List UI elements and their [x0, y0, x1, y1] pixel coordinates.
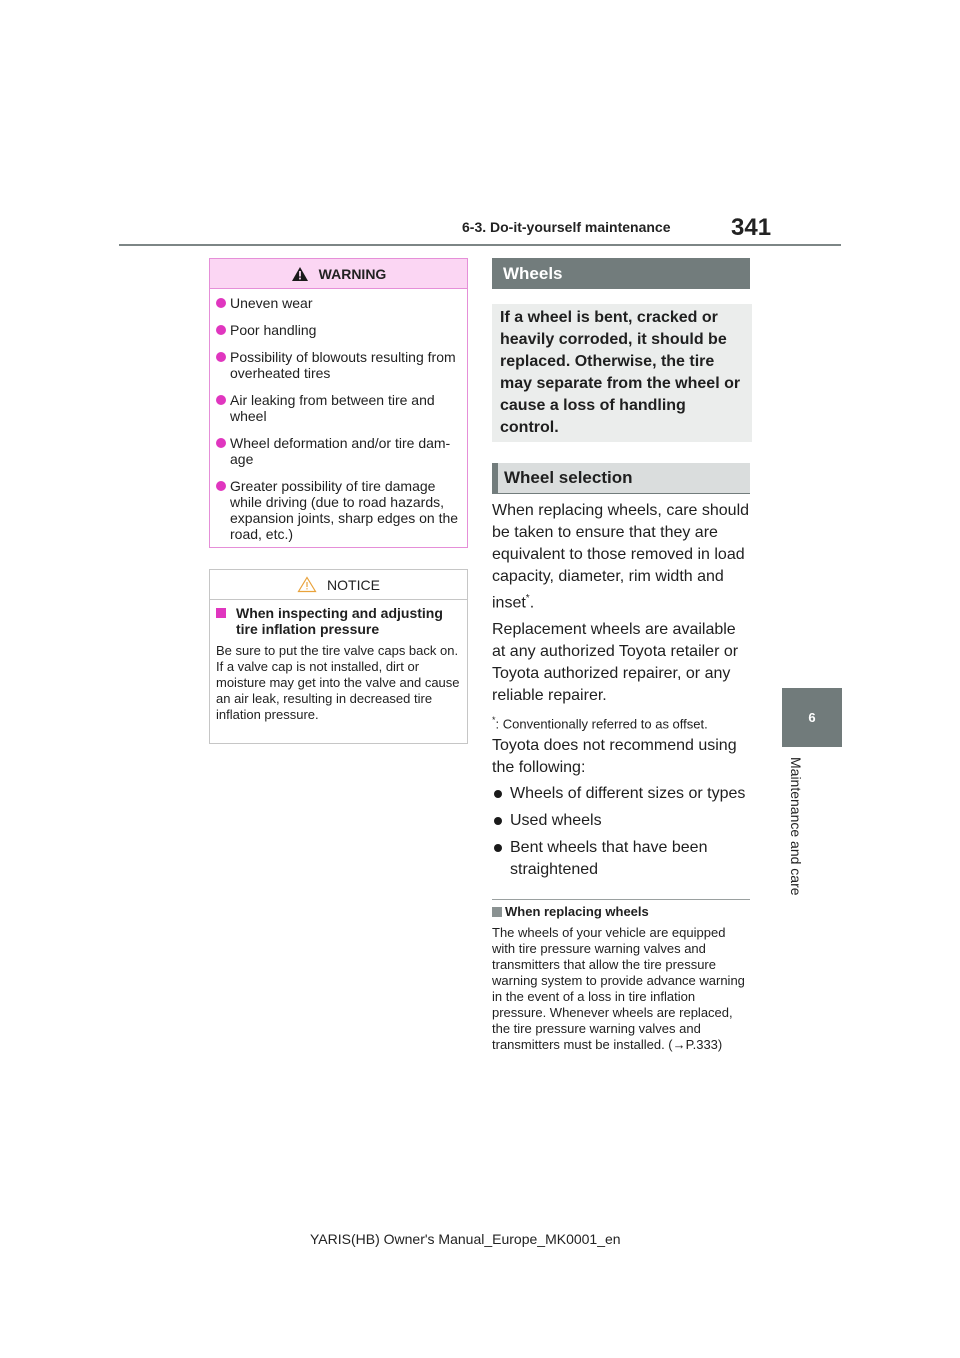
availability-paragraph: Replacement wheels are available at any authorized Toyota retailer or Toyota authorized repairer, or any reliable repairer. — [492, 621, 739, 704]
footnote: *: Conventionally referred to as offset. — [492, 715, 708, 732]
header-divider — [119, 244, 841, 246]
bullet-dot-icon — [494, 844, 502, 852]
warning-item: Uneven wear — [216, 295, 461, 311]
warning-title: WARNING — [318, 265, 387, 282]
warning-item: Greater possibility of tire damage while driving (due to road hazards, expansion joints, sharp edges on the road, etc.) — [216, 478, 461, 542]
chapter-label: Maintenance and care — [788, 757, 804, 896]
bullet-dot-icon — [494, 790, 502, 798]
not-recommended-list — [492, 783, 752, 886]
selection-paragraph: When replacing wheels, care should be taken to ensure that they are equivalent to those removed in load capacity, diameter, rim width and inset*. — [492, 502, 750, 612]
list-item: Used wheels — [492, 810, 752, 832]
replacing-heading: When replacing wheels — [492, 904, 649, 919]
bullet-dot-icon — [216, 481, 226, 491]
warning-icon — [291, 266, 309, 282]
section-title: 6-3. Do-it-yourself maintenance — [462, 219, 671, 235]
wheel-selection-heading: Wheel selection — [492, 463, 750, 494]
caution-icon — [297, 576, 317, 593]
warning-item: Poor handling — [216, 322, 461, 338]
warning-item: Possibility of blowouts resulting from overheated tires — [216, 349, 461, 381]
square-bullet-icon — [216, 608, 226, 618]
bullet-dot-icon — [494, 817, 502, 825]
warning-item: Wheel deformation and/or tire dam-age — [216, 435, 461, 467]
bullet-dot-icon — [216, 352, 226, 362]
warning-header — [210, 259, 467, 289]
wheels-intro: If a wheel is bent, cracked or heavily corroded, it should be replaced. Otherwise, the tire may separate from the wheel or cause a loss of handling control. — [492, 304, 752, 442]
warning-item: Air leaking from between tire and wheel — [216, 392, 461, 424]
wheels-heading: Wheels — [492, 258, 750, 289]
list-item: Wheels of different sizes or types — [492, 783, 752, 805]
notice-box — [209, 569, 468, 744]
list-item: Bent wheels that have been straightened — [492, 837, 752, 881]
replacing-body: The wheels of your vehicle are equipped with tire pressure warning valves and transmitters that allow the tire pressure warning system to provide advance warning in the event of a loss in tire inflation pressure. Whenever wheels are replaced, the tire pressure warning valves and transmitters must be installed. (→P.333) — [492, 925, 745, 1052]
notice-header — [210, 570, 467, 600]
page-number: 341 — [731, 214, 772, 241]
bullet-dot-icon — [216, 395, 226, 405]
notice-subtitle: When inspecting and adjusting tire inflation pressure — [216, 605, 461, 637]
footnote-marker: * — [525, 593, 530, 604]
page-footer: YARIS(HB) Owner's Manual_Europe_MK0001_en — [310, 1231, 621, 1247]
bullet-dot-icon — [216, 438, 226, 448]
notice-body: Be sure to put the tire valve caps back on. If a valve cap is not installed, dirt or moisture may get into the valve and cause an air leak, resulting in decreased tire inflation pressure. — [216, 643, 460, 722]
section-divider — [492, 899, 750, 900]
warning-box — [209, 258, 468, 548]
notice-title: NOTICE — [327, 576, 380, 593]
chapter-tab: 6 — [782, 688, 842, 747]
recommendation-paragraph: Toyota does not recommend using the following: — [492, 737, 737, 776]
bullet-dot-icon — [216, 325, 226, 335]
warning-list — [210, 289, 467, 542]
bullet-dot-icon — [216, 298, 226, 308]
square-bullet-icon — [492, 907, 502, 917]
